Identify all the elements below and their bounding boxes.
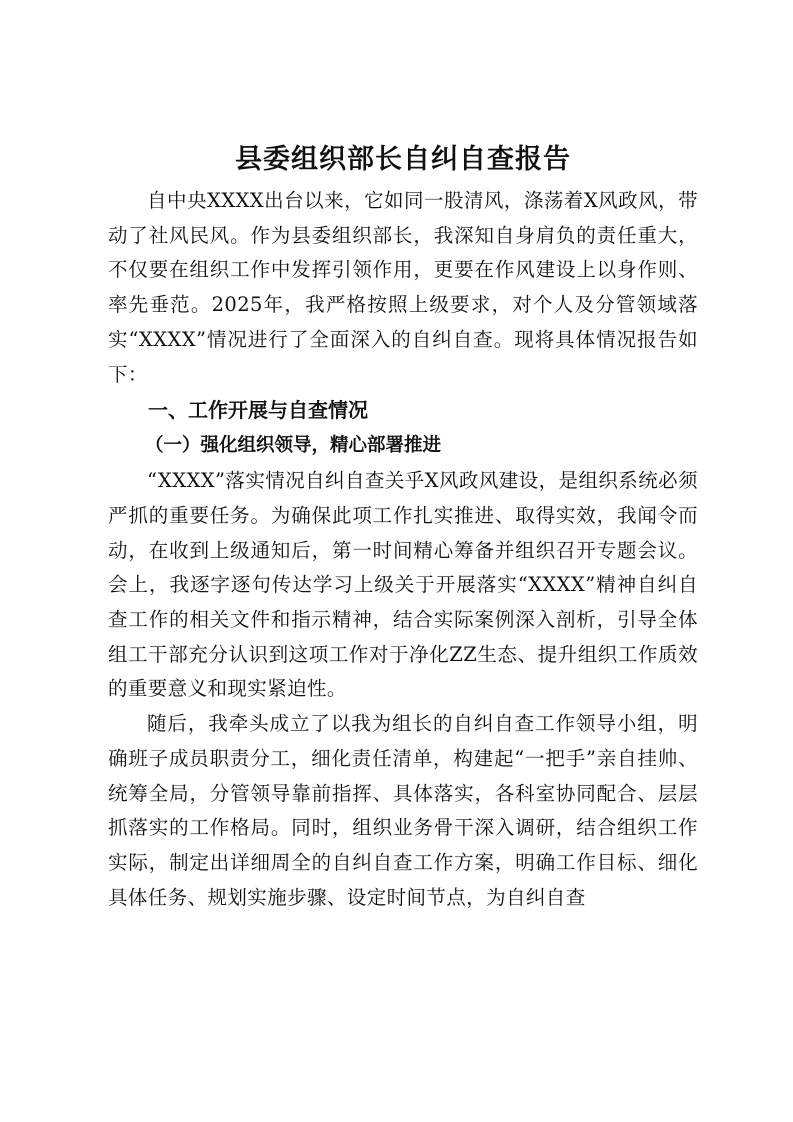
document-page: [108, 140, 698, 915]
intro-paragraph: 自中央XXXX出台以来，它如同一股清风，涤荡着X风政风，带动了社风民风。作为县委组织部长，我深知自身肩负的责任重大，不仅要在组织工作中发挥引领作用，更要在作风建设上以身作则、率先垂范。2025年，我严格按照上级要求，对个人及分管领域落实“XXXX”情况进行了全面深入的自纠自查。现将具体情况报告如下：: [108, 189, 698, 386]
body-paragraph-2: “XXXX”落实情况自纠自查关乎X风政风建设，是组织系统必须严抓的重要任务。为确保此项工作扎实推进、取得实效，我闻令而动，在收到上级通知后，第一时间精心筹备并组织召开专题会议。会上，我逐字逐句传达学习上级关于开展落实“XXXX”精神自纠自查工作的相关文件和指示精神，结合实际案例深入剖析，引导全体组工干部充分认识到这项工作对于净化ZZ生态、提升组织工作质效的重要意义和现实紧迫性。: [108, 469, 698, 701]
section-heading-1: 一、工作开展与自查情况: [148, 398, 368, 423]
body-paragraph-3: 随后，我牵头成立了以我为组长的自纠自查工作领导小组，明确班子成员职责分工，细化责任清单，构建起“一把手”亲自挂帅、统筹全局，分管领导靠前指挥、具体落实，各科室协同配合、层层抓落实的工作格局。同时，组织业务骨干深入调研，结合组织工作实际，制定出详细周全的自纠自查工作方案，明确工作目标、细化具体任务、规划实施步骤、设定时间节点，为自纠自查: [108, 712, 698, 909]
subsection-heading-1: （一）强化组织领导，精心部署推进: [145, 435, 442, 457]
document-title: 县委组织部长自纠自查报告: [235, 144, 571, 175]
